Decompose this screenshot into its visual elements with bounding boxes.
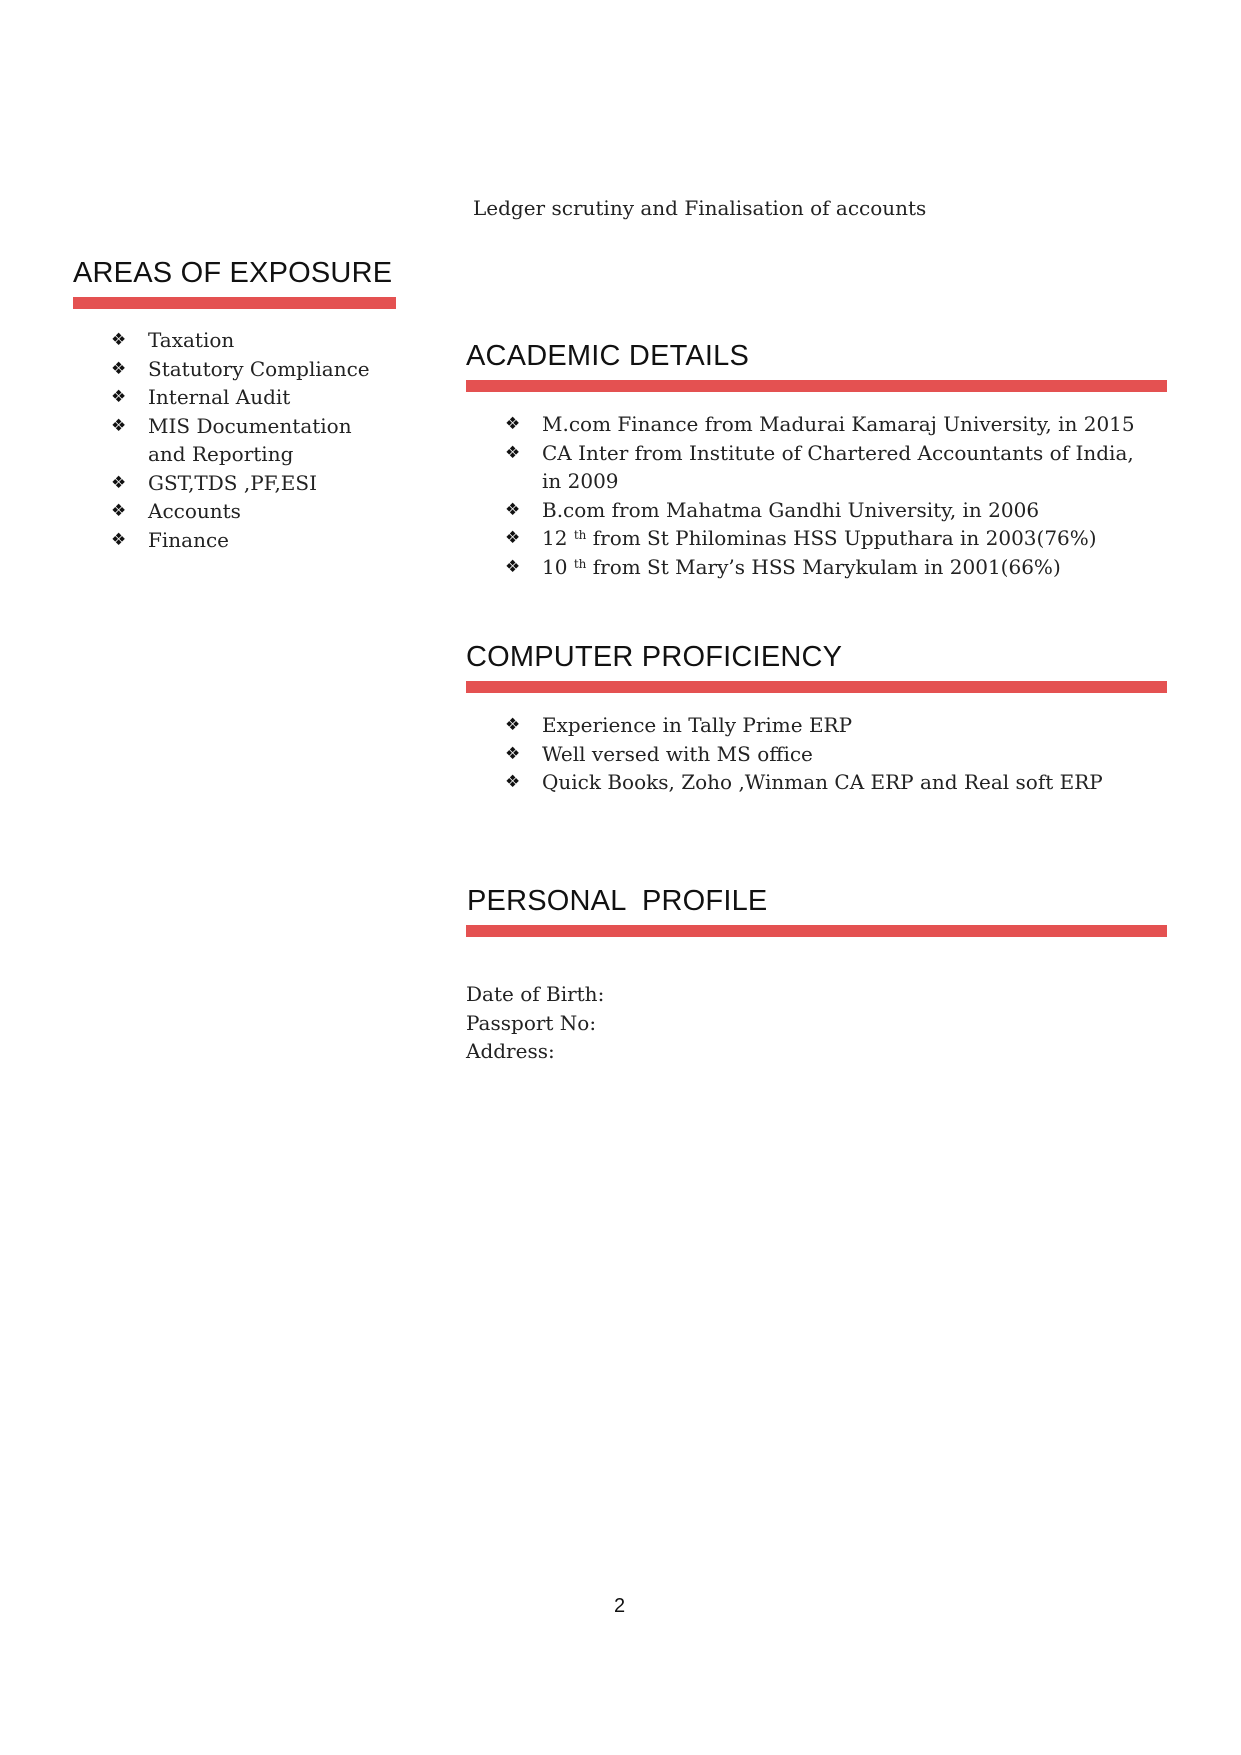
computer-heading: COMPUTER PROFICIENCY [466,641,843,673]
academic-list [505,410,1165,581]
diamond-bullet-icon: ❖ [505,556,521,577]
academic-heading-bar [466,380,1167,392]
diamond-bullet-icon: ❖ [505,442,521,463]
diamond-bullet-icon: ❖ [505,743,521,764]
diamond-bullet-icon: ❖ [111,415,127,436]
personal-heading-bar [466,925,1167,937]
list-item: ❖ 10 $^{th}$ from St Mary’s HSS Marykulam in 2001(66%) [505,553,1165,582]
diamond-bullet-icon: ❖ [111,330,127,350]
computer-list [505,711,1165,797]
areas-list [111,326,411,554]
list-item: ❖ M.com Finance from Madurai Kamaraj University, in 2015 [505,410,1165,439]
areas-heading-bar [73,297,396,309]
page-number: 2 [614,1595,626,1617]
address-label: Address: [466,1039,555,1063]
list-item: ❖ CA Inter from Institute of Chartered Accountants of India, in 2009 [505,440,1134,493]
list-item: ❖ Quick Books, Zoho ,Winman CA ERP and Real soft ERP [505,768,1165,797]
diamond-bullet-icon: ❖ [505,528,521,548]
computer-heading-bar [466,681,1167,693]
diamond-bullet-icon: ❖ [505,772,521,792]
list-item: ❖ Statutory Compliance [111,355,411,384]
diamond-bullet-icon: ❖ [111,358,127,379]
dob-label: Date of Birth: [466,982,605,1006]
list-item: ❖ B.com from Mahatma Gandhi University, in 2006 [505,496,1165,525]
list-item: ❖ Accounts [111,497,411,526]
diamond-bullet-icon: ❖ [505,414,521,434]
list-item: ❖ 12 $^{th}$ from St Philominas HSS Upputhara in 2003(76%) [505,524,1165,553]
diamond-bullet-icon: ❖ [111,529,127,550]
diamond-bullet-icon: ❖ [111,387,127,407]
list-item: ❖ Experience in Tally Prime ERP [505,711,1165,740]
list-item: ❖ Taxation [111,326,411,355]
list-item: ❖ Internal Audit [111,383,411,412]
list-item: ❖ Finance [111,526,411,555]
passport-label: Passport No: [466,1010,597,1035]
list-item: ❖ MIS Documentation and Reporting [111,413,352,466]
areas-heading: AREAS OF EXPOSURE [73,257,393,289]
diamond-bullet-icon: ❖ [505,715,521,735]
list-item: ❖ GST,TDS ,PF,ESI [111,469,411,498]
personal-heading: PERSONAL PROFILE [467,885,768,917]
personal-fields [466,980,604,1066]
diamond-bullet-icon: ❖ [505,499,521,520]
list-item: ❖ Well versed with MS office [505,740,1165,769]
ledger-line: Ledger scrutiny and Finalisation of accounts [473,196,927,220]
diamond-bullet-icon: ❖ [111,472,127,493]
academic-heading: ACADEMIC DETAILS [466,340,750,372]
diamond-bullet-icon: ❖ [111,501,127,521]
